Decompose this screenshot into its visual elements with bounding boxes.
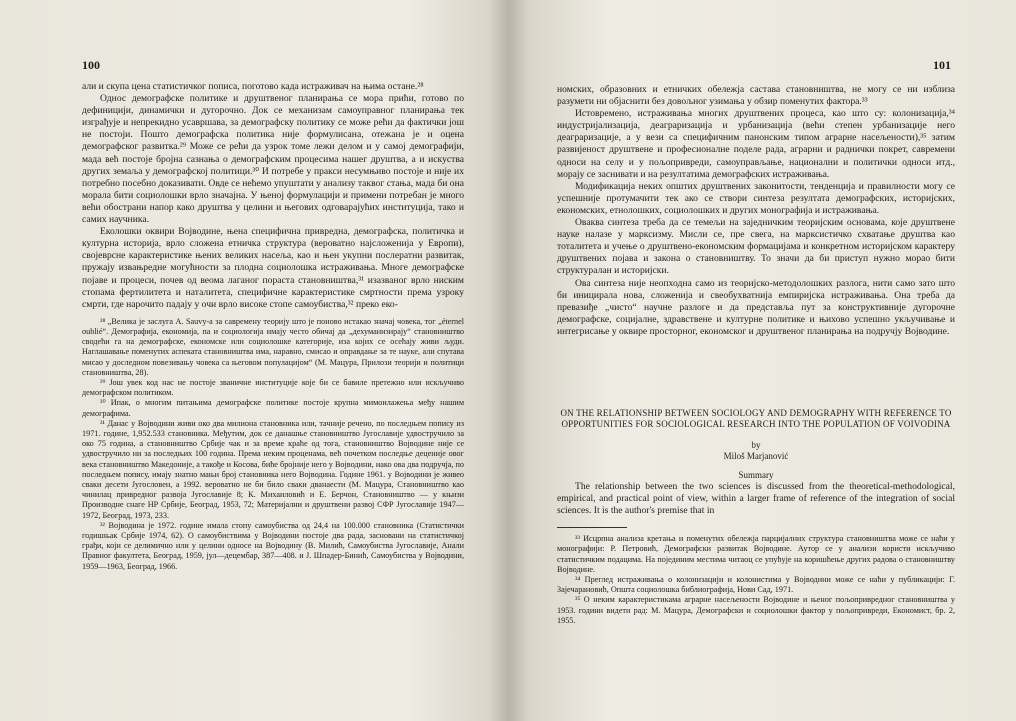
author-name: Miloš Marjanović (723, 450, 789, 461)
right-body (557, 84, 955, 626)
left-body (82, 81, 464, 572)
footnote: ³⁰ Ипак, о многим питањима демографске политике постоје крупна мимоилажења међу нашим демографима. (82, 398, 464, 418)
footnote: ³¹ Данас у Војводини живи око два милиона становника или, тачније речено, по последњем попису из 1971. године, 1,952.533 становника. Међутим, док се данашње становништво Југославије удвостручило за око 75 година, а становништво Србије чак и за време краће од тога, становништво Војводине није се удвостручило ни за последњих 100 година. Према неким проценама, већ почетком последње деценије овог века становништво Македоније, а такође и Косова, биће бројније него у Војводини, иако ова два подручја, по последњем попису, имају знатно мањи број становника него Војводина. Године 1961. у Војводини је живео сваки десети Југословен, а 1992. вероватно не би било сваки дванаести (М. Мацура, Становништво као чинилац привредног развоја Југославије 8; К. Михаиловић и Е. Берчон, Становништво — у књизи Производне снаге НР Србије, Београд, 1953, 72; Материјални и друштвени развој СФР Југославије 1947—1972, Београд, 1973, 233. (82, 418, 464, 520)
footnotes (557, 534, 955, 626)
paragraph: Однос демографске политике и друштвеног планирања се мора прићи, готово по дефиницији, динамички и дугорочно. Док се механизам самоуправног планирања тек изграђује и непрекидно усавршава, за демографску политику се може рећи да фактички још не постоји. Пошто демографска политика није формулисана, отежана је и оцена демографског развитка.²⁹ Може се рећи да узрок томе лежи делом и у самој демографији, мада већ постоје бројна сазнања о демографским процесима нашег друштва, а и искуства других земаља у демографској политици.³⁰ И потребе у пракси несумњиво постоје и није их потребно посебно доказивати. Овде се нећемо упуштати у анализу таквог стања, мада би она морала бити социолошки врло значајна. У њеној формулацији и примени потребан је много већи обострани напор како друштва у целини и његових одговарајућих институција, тако и самих научника. (82, 93, 464, 226)
footnote: ³² Војводина је 1972. године имала стопу самоубиства од 24,4 на 100.000 становника (Статистички годишњак Србије 1974, 62). О самоубиствима у Војводини постоје два рада, засновани на статистичкој грађи, који се делимично или у целини односе на Војводину (В. Милић, Самоубиства Југославије, Анали Правног факултета, Београд, 1959, јул—децембар, 387—408. и Ј. Шпадер-Бинић, Самоубиства у Војводини, 1959—1963, Београд, 1966. (82, 520, 464, 571)
paragraph: Оваква синтеза треба да се темељи на заједничким теоријским основама, које друштвене науке налазе у марксизму. Мисли се, пре свега, на марксистичко схватање друштва као тоталитета и учење о друштвено-економским формацијама и конкретном историјском карактеру друштвених појава и закона о становништву. То значи да би приступ нужно морао бити структуралан и историјски. (557, 217, 955, 277)
footnote-divider (557, 527, 627, 528)
footnote: ³⁴ Преглед истраживања о колонизацији и колонистима у Војводини може се наћи у публикацији: Г. Зајечарановић, Општа социолошка библиографија, Нови Сад, 1971. (557, 575, 955, 595)
footnote: ²⁹ Још увек код нас не постоје званичне институције које би се бавиле претежно или искључиво демографском политиком. (82, 378, 464, 398)
by-label: by (751, 439, 761, 450)
page-number: 100 (82, 58, 100, 72)
footnotes (82, 317, 464, 572)
english-summary-header (557, 408, 955, 481)
paragraph: али и скупа цена статистичког пописа, поготово када истраживач на њима остане.²⁸ (82, 81, 424, 92)
footnote: ²⁸ „Велика је заслуга A. Sauvy-а за савремену теорију што је поново истакао значај човека, тог „éternel oublié“. Демографија, економија, па и социологија имају често обичај да „дехуманизирају“ становништво сводећи га на демографске, економске или социолошке категорије, иза којих се осећају живи људи. Наглашавање поменутих аспеката становништва има, наравно, смисао и оправдање за те науке, али спутава мисао у доследном повезивању човека са његовом популацијом“ (М. Мацура, Прилози теорији и политици становништва, 28). (82, 316, 464, 377)
paragraph: номских, образовних и етничких обележја састава становништва, не могу се ни изблиза разумети ни објаснити без довољног узимања у обзир поменутих фактора.³³ (557, 84, 955, 108)
footnote: ³⁵ О неким карактеристикама аграрне насељености Војводине и њеног пољопривредног становништва у 1953. години видети рад: М. Мацура, Демографски и социолошки фактор у пољопривреди, Економист, бр. 2, 1955. (557, 595, 955, 625)
summary-heading: Summary (738, 469, 774, 480)
english-title: ON THE RELATIONSHIP BETWEEN SOCIOLOGY AND DEMOGRAPHY WITH REFERENCE TO OPPORTUNITIES FOR SOCIOLOGICAL RESEARCH INTO THE POPULATION OF VOIVODINA (560, 407, 952, 429)
page-number: 101 (933, 58, 951, 72)
summary-text: The relationship between the two sciences is discussed from the theoretical-methodological, empirical, and practical point of view, within a larger frame of reference of the integration of social sciences. It is the author's premise that in (557, 480, 955, 517)
paragraph: Истовремено, истраживања многих друштвених процеса, као што су: колонизација,³⁴ индустријализација, деаграризација и урбанизација (већи степен урбанизације него деаграризације, а у вези са специфичним панонским типом аграрне насељености),³⁵ затим развијеност друштвене и професионалне поделе рада, аграрни и раднички покрет, савремени односи на селу и у пољопривреди, самоуправљање, национални и политички односи итд., морају се заснивати и на резултатима демографских истраживања. (557, 108, 955, 180)
paragraph: Ова синтеза није неопходна само из теоријско-методолошких разлога, нити само зато што би иницирала нова, сложенија и свеобухватнија емпиријска истраживања. Она треба да превазиђе „чисто“ научне разлоге и да представља пут за конструктивније дугорочне демографске, социјалне, здравствене и културне политике и њихово успешно укључивање и интегрисање у оквире просторног, економског и друштвеног планирања на подручју Војводине. (557, 277, 955, 337)
footnote: ³³ Исцрпна анализа кретања и поменутих обележја парцијалних структура становништва може се наћи у монографији: Р. Петровић, Демографски развитак Војводине. Аутор се у анализи користи искључиво статистичким подацима. На појединим местима читаоц се упућује на коришћење других радова о становништву Војводине. (557, 534, 955, 574)
paragraph: Еколошки оквири Војводине, њена специфична привредна, демографска, политичка и културна историја, врло сложена етничка структура (вероватно најсложенија у Европи), својеврсне карактеристике њених великих насеља, као и њен укупни послератни развитак, пружају извањредне могућности за плодна социолошка истраживања. Многе демографске појаве и процеси, почев од веома лаганог пораста становништва,³¹ изазваног врло ниским стопама фертилитета и наталитета, специфичне карактеристике смртности према узроку смрти, где нарочито падају у очи врло високе стопе самоубиства,³² преко еко- (82, 226, 464, 310)
paragraph: Модификација неких општих друштвених законитости, тенденција и правилности могу се успешније протумачити тек ако се створи синтеза резултата демографских, историјских, економских, етнолошких, социолошких и других монографија и истраживања. (557, 180, 955, 216)
right-page (509, 0, 1016, 721)
